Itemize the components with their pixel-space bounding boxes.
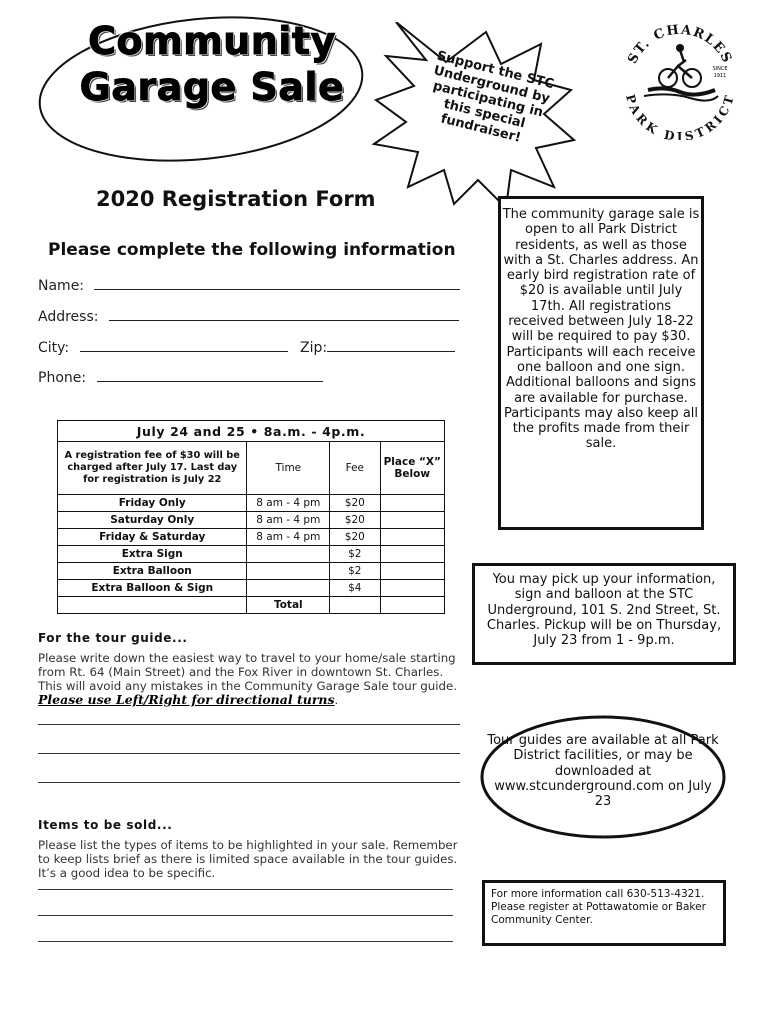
items-instructions: Please list the types of items to be highlighted in your sale. Remember to keep lists brief as there is limited space available in the tour guides. It’s a good idea to be specific. [38, 838, 458, 880]
table-row: Extra Sign $2 [58, 546, 445, 563]
total-fee-cell[interactable] [330, 597, 380, 614]
name-field[interactable] [38, 277, 460, 294]
tour-answer-line[interactable] [38, 753, 460, 754]
park-district-logo [620, 20, 740, 140]
logo-top-text: ST. CHARLES [625, 22, 735, 67]
col-time: Time [247, 442, 330, 495]
tour-answer-line[interactable] [38, 782, 460, 783]
table-row: Friday Only 8 am - 4 pm $20 [58, 495, 445, 512]
pickup-info-box: You may pick up your information, sign and balloon at the STC Underground, 101 S. 2nd Street, St. Charles. Pickup will be on Thursday, July 23 from 1 - 9p.m. [472, 563, 736, 665]
tour-answer-line[interactable] [38, 724, 460, 725]
table-header: July 24 and 25 • 8a.m. - 4p.m. [58, 421, 445, 442]
svg-text:PARK DISTRICT [623, 93, 737, 140]
table-row: Extra Balloon $2 [58, 563, 445, 580]
registration-form-title: 2020 Registration Form [96, 187, 376, 211]
tour-instructions: Please write down the easiest way to travel to your home/sale starting from Rt. 64 (Main Street) and the Fox River in downtown St. Charles. This will avoid any mistakes in the Community Garage Sale tour guide. Please use Left/Right for directional turns. [38, 651, 458, 707]
city-zip-field[interactable] [38, 339, 455, 356]
directional-note: Please use Left/Right for directional turns [38, 692, 335, 707]
page-title: Community Garage Sale [79, 19, 345, 109]
table-row: Extra Balloon & Sign $4 [58, 580, 445, 597]
logo-year: 1911 [713, 73, 727, 79]
name-label: Name: [38, 278, 85, 294]
table-row: Friday & Saturday 8 am - 4 pm $20 [58, 529, 445, 546]
col-place: Place “X” Below [380, 442, 445, 495]
address-input-line[interactable] [109, 308, 459, 321]
zip-input-line[interactable] [327, 339, 455, 352]
items-answer-line[interactable] [38, 941, 453, 942]
fee-note: A registration fee of $30 will be charged after July 17. Last day for registration is July 22 [58, 442, 247, 495]
form-subtitle: Please complete the following information [48, 240, 456, 260]
total-label: Total [247, 597, 330, 614]
col-fee: Fee [330, 442, 380, 495]
tour-heading: For the tour guide... [38, 631, 188, 645]
place-x-cell[interactable] [380, 529, 445, 546]
contact-info-box: For more information call 630-513-4321. Please register at Pottawatomie or Baker Community Center. [482, 880, 726, 946]
phone-input-line[interactable] [97, 369, 323, 382]
zip-label: Zip: [300, 340, 328, 356]
items-heading: Items to be sold... [38, 818, 173, 832]
cyclist-icon [644, 44, 718, 101]
name-input-line[interactable] [94, 277, 460, 290]
city-input-line[interactable] [80, 339, 288, 352]
eligibility-info-box: The community garage sale is open to all Park District residents, as well as those with a St. Charles address. An early bird registration rate of $20 is available until July 17th. All registrations received between July 18-22 will be required to pay $30. Participants will each receive one balloon and one sign. Additional balloons and signs are available for purchase. Participants may also keep all the profits made from their sale. [498, 196, 704, 530]
logo-since: SINCE [712, 66, 728, 72]
place-x-cell[interactable] [380, 495, 445, 512]
tour-guide-info: Tour guides are available at all Park District facilities, or may be downloaded at www.stcunderground.com on July 23 [487, 733, 719, 810]
total-row [58, 597, 445, 614]
registration-table [57, 420, 445, 614]
place-x-cell[interactable] [380, 546, 445, 563]
address-field[interactable] [38, 308, 459, 325]
place-x-cell[interactable] [380, 563, 445, 580]
items-answer-line[interactable] [38, 915, 453, 916]
items-answer-line[interactable] [38, 889, 453, 890]
phone-field[interactable] [38, 369, 323, 386]
table-row: Saturday Only 8 am - 4 pm $20 [58, 512, 445, 529]
address-label: Address: [38, 309, 99, 325]
place-x-cell[interactable] [380, 512, 445, 529]
phone-label: Phone: [38, 370, 87, 386]
city-label: City: [38, 340, 70, 356]
starburst-text: Support the STC Underground by participating in this special fundraiser! [431, 48, 556, 146]
place-x-cell[interactable] [380, 580, 445, 597]
logo-bottom-text: PARK DISTRICT [622, 92, 738, 140]
